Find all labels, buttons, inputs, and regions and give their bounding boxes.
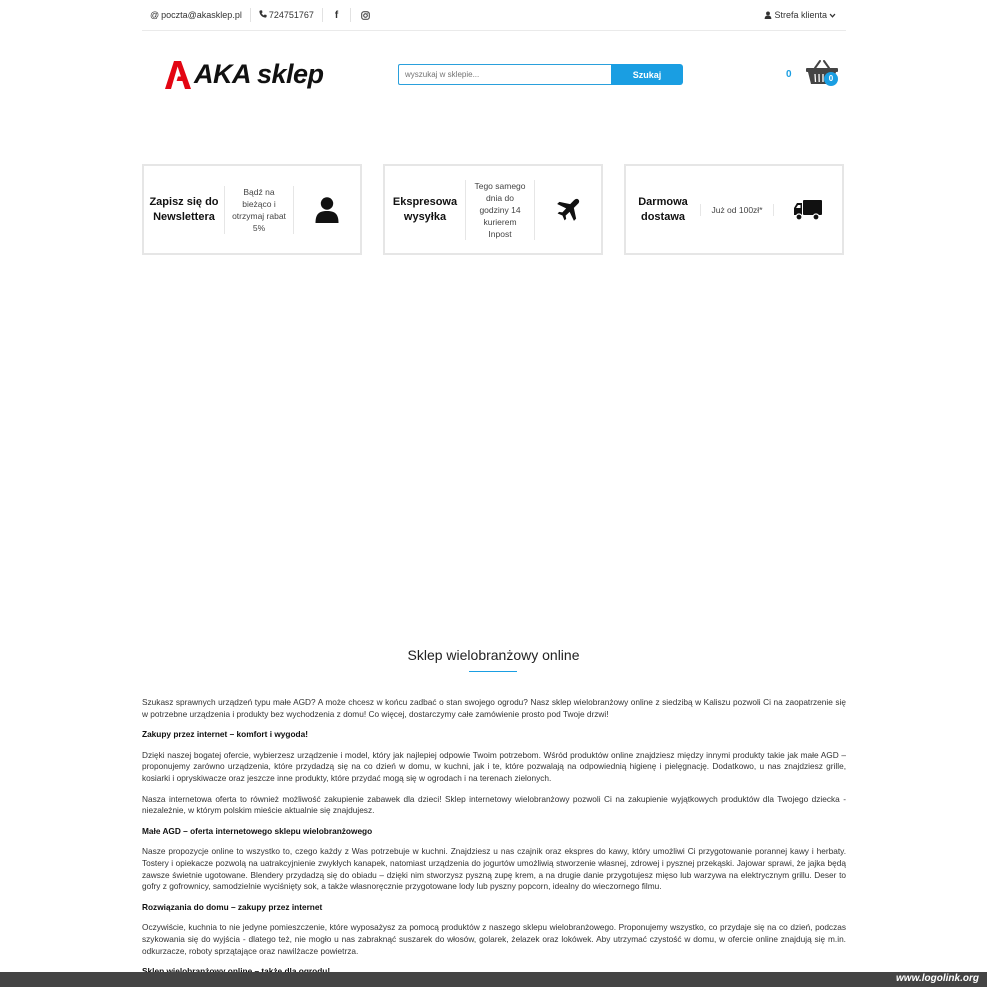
user-icon (315, 197, 339, 223)
feature-desc: Tego samego dnia do godziny 14 kurierem Inpost (465, 180, 535, 240)
instagram-link[interactable] (351, 8, 380, 22)
feature-newsletter[interactable] (142, 164, 362, 255)
search-form (398, 64, 683, 85)
facebook-icon: f (334, 9, 339, 21)
chevron-down-icon (829, 12, 836, 19)
phone-icon (259, 10, 267, 20)
subheading: Rozwiązania do domu – zakupy przez internet (142, 901, 323, 912)
feature-express-shipping[interactable] (383, 164, 603, 255)
search-input[interactable] (398, 64, 611, 85)
top-bar (142, 0, 846, 31)
content-body (142, 697, 846, 987)
client-zone-label: Strefa klienta (774, 10, 827, 20)
feature-icon-wrap (294, 197, 360, 223)
client-zone-menu[interactable] (764, 10, 846, 20)
phone-text: 724751767 (268, 10, 314, 20)
feature-title: Darmowa dostawa (638, 195, 688, 223)
user-icon (764, 11, 772, 19)
feature-desc: Już od 100zł* (700, 204, 774, 216)
paragraph: Dzięki naszej bogatej ofercie, wybierzesz urządzenie i model, który jak najlepiej odpowie Twoim potrzebom. Wśród produktów online znajdziesz między innymi produkty takie jak małe AGD – proponujemy zarówno urządzenia, które przydadzą się na co dzień w domu, w kuchni, jak i te, które pozwalają na odpowiednią higienę i pielęgnację. Dodatkowo, u nas znajdziesz grille, kosiarki i opryskiwacze oraz jeszcze inne produkty, które przydać mogą się w ogrodach i na terenach zielonych. (142, 749, 846, 783)
paragraph: Nasza internetowa oferta to również możliwość zakupienie zabawek dla dzieci! Sklep internetowy wielobranżowy pozwoli Ci na zakupienie wyjątkowych produktów dla Twojego dziecka - niezależnie, w którym polskim mieście aktualnie się znajdujesz. (142, 793, 846, 816)
title-underline (469, 671, 517, 672)
phone-link[interactable] (251, 8, 323, 22)
subheading: Zakupy przez internet – komfort i wygoda! (142, 729, 308, 740)
logo-text: AKA sklep (194, 59, 324, 89)
section-title: Sklep wielobranżowy online (407, 647, 580, 663)
logo[interactable] (165, 59, 324, 90)
feature-icon-wrap (535, 197, 601, 223)
cart-total: 0 (786, 69, 792, 80)
watermark-text: www.logolink.org (896, 973, 979, 984)
watermark-bar (0, 972, 987, 987)
plane-icon (555, 197, 581, 223)
subheading: Małe AGD – oferta internetowego sklepu wielobranżowego (142, 825, 373, 836)
email-text: poczta@akasklep.pl (161, 10, 242, 20)
facebook-link[interactable] (323, 8, 351, 22)
at-icon: @ (150, 10, 160, 20)
logo-mark-icon (165, 61, 191, 89)
feature-free-delivery[interactable] (624, 164, 844, 255)
feature-icon-wrap (774, 198, 842, 222)
search-button[interactable]: Szukaj (611, 64, 683, 85)
email-link[interactable] (142, 8, 251, 22)
feature-title: Ekspresowa wysyłka (392, 195, 458, 223)
instagram-icon (361, 11, 370, 20)
truck-icon (793, 198, 823, 222)
paragraph: Nasze propozycje online to wszystko to, czego każdy z Was potrzebuje w kuchni. Znajdziesz u nas czajnik oraz ekspres do kawy, który umożliwi Ci przygotowanie porannej kawy i herbaty. Tostery i opiekacze pozwolą na uatrakcyjnienie zwykłych kanapek, natomiast urządzenia do jogurtów umożliwią stworzenie własnej, zdrowej i pysznej przekąski. Jajowar sprawi, że jajka będą zawsze świetnie ugotowane. Blendery przydadzą się do obiadu – dzięki nim stworzysz pyszną zupę krem, a na drugie danie przygotujesz mięso lub warzywa na elektrycznym grillu. Deser to gofry z gofrownicy, samodzielnie wyciśnięty sok, a także własnoręcznie przygotowane lody lub pyszny popcorn, idealny do wieczornego filmu. (142, 846, 846, 892)
paragraph: Szukasz sprawnych urządzeń typu małe AGD? A może chcesz w końcu zadbać o stan swojego ogrodu? Nasz sklep wielobranżowy online z siedzibą w Kaliszu pozwoli Ci na zaopatrzenie się w potrzebne urządzenia i produkty bez wychodzenia z domu! Co więcej, dostarczymy całe zamówienie prosto pod Twoje drzwi! (142, 697, 846, 719)
feature-desc: Bądź na bieżąco i otrzymaj rabat 5% (224, 186, 294, 234)
cart-badge: 0 (824, 72, 838, 86)
feature-title: Zapisz się do Newslettera (149, 195, 219, 223)
paragraph: Oczywiście, kuchnia to nie jedyne pomieszczenie, które wyposażysz za pomocą produktów z naszego sklepu wielobranżowego. Proponujemy wszystko, co przydaje się na co dzień, podczas szykowania się do wyjścia - dlatego też, nie mogło u nas zabraknąć suszarek do włosów, golarek, żelazek oraz lokówek. Aby utrzymać czystość w domu, w ofercie online znajdują się m.in. odkurzacze, roboty sprzątające oraz nawilżacze powietrza. (142, 922, 846, 956)
